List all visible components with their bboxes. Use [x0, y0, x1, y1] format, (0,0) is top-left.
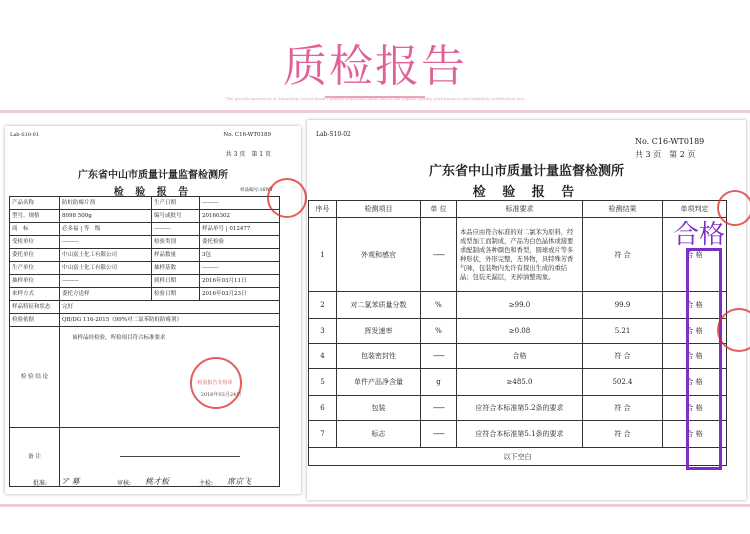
info-label: 生产单位	[10, 262, 60, 275]
info-label: 到样日期	[152, 275, 200, 288]
cell-req: 合格	[457, 344, 583, 369]
info-row	[10, 249, 280, 262]
page-count: 共 3 页 第 1 页	[225, 151, 271, 158]
cell-verdict: 合 格	[663, 292, 727, 319]
right-report-page	[307, 120, 746, 500]
column-header: 检测项目	[337, 201, 421, 218]
result-row	[309, 319, 727, 344]
stamp-date: 2016年03月24日	[200, 392, 242, 398]
info-label: 检验日期	[152, 288, 200, 301]
info-row	[10, 210, 280, 223]
info-label: 编号或批号	[152, 210, 200, 223]
info-label: 委托单位	[10, 249, 60, 262]
cell-no: 6	[309, 396, 337, 421]
column-header: 单项判定	[663, 201, 727, 218]
form-code: Lab-S10-01	[10, 132, 40, 138]
info-value: 样品单号 | 012477	[200, 223, 280, 236]
basis-value: QB/DG 116-2015《99%对二氯苯防蛀防霉剂》	[60, 314, 280, 327]
cell-verdict: 合 格	[663, 421, 727, 448]
info-label: 抽样基数	[152, 262, 200, 275]
cell-result: 99.9	[583, 292, 663, 319]
remark-line	[120, 456, 240, 457]
cell-verdict: 合 格	[663, 319, 727, 344]
institute-name: 广东省中山市质量计量监督检测所	[78, 170, 228, 181]
cell-item: 包装密封性	[337, 344, 421, 369]
cell-unit: --------	[421, 396, 457, 421]
info-label: 商 标	[10, 223, 60, 236]
result-row	[309, 421, 727, 448]
result-row	[309, 292, 727, 319]
cell-req: 应符合本标准第5.1条的要求	[457, 421, 583, 448]
info-value: ---------	[200, 262, 280, 275]
cell-result: 符 合	[583, 218, 663, 292]
info-label: 受检单位	[10, 236, 60, 249]
conclusion-cell	[60, 327, 280, 428]
cell-no: 2	[309, 292, 337, 319]
form-code: Lab-S10-02	[316, 131, 351, 138]
cell-unit: %	[421, 292, 457, 319]
info-value: 3包	[200, 249, 280, 262]
info-row	[10, 288, 280, 301]
info-row	[10, 223, 280, 236]
cell-req: ≥0.08	[457, 319, 583, 344]
info-label: 来样方式	[10, 288, 60, 301]
cell-verdict: 合 格	[663, 218, 727, 292]
cell-result: 5.21	[583, 319, 663, 344]
cell-req: ≥485.0	[457, 369, 583, 396]
cell-verdict: 合 格	[663, 369, 727, 396]
info-value: ---------	[200, 197, 280, 210]
result-row	[309, 396, 727, 421]
cell-item: 挥发速率	[337, 319, 421, 344]
cell-item: 包装	[337, 396, 421, 421]
sign-approve-signature: ア 募	[61, 477, 80, 486]
cell-verdict: 合 格	[663, 396, 727, 421]
page-count: 共 3 页 第 2 页	[635, 150, 696, 159]
info-value: ---------	[60, 236, 152, 249]
sign-main-signature: 席京飞	[227, 477, 251, 486]
cell-no: 7	[309, 421, 337, 448]
info-value: 2016年03月11日	[200, 275, 280, 288]
cell-item: 对二氯苯质量分数	[337, 292, 421, 319]
conclusion-label: 检 验 结 论	[10, 327, 60, 428]
remark-label: 备 注	[10, 428, 60, 487]
cell-result: 符 合	[583, 396, 663, 421]
cell-item: 外观和感官	[337, 218, 421, 292]
left-report-page	[5, 126, 301, 494]
column-header: 标准要求	[457, 201, 583, 218]
column-header: 检测结果	[583, 201, 663, 218]
institute-name: 广东省中山市质量计量监督检测所	[428, 164, 624, 179]
cell-unit: --------	[421, 344, 457, 369]
cell-result: 符 合	[583, 421, 663, 448]
info-label: 检验类别	[152, 236, 200, 249]
result-row	[309, 369, 727, 396]
frame-top-border	[0, 110, 750, 113]
seal-partial	[267, 178, 307, 218]
verdict-highlight-box	[686, 248, 722, 470]
info-value: 委托方送样	[60, 288, 152, 301]
info-label: 型号、规格	[10, 210, 60, 223]
sign-review-signature: 桃才板	[145, 477, 169, 486]
info-label: 产品名称	[10, 197, 60, 210]
info-value: 2016年03月23日	[200, 288, 280, 301]
status-value: 完好	[60, 301, 280, 314]
page-subtitle: The growth movement of Shandong Cereal Kesili's quality inspection fields and as the highest quality, performance and reliability certification test	[225, 96, 525, 101]
info-table	[9, 196, 280, 487]
cell-no: 5	[309, 369, 337, 396]
report-title: 检 验 报 告	[472, 185, 581, 200]
status-label: 样品特征和状态	[10, 301, 60, 314]
info-value: 8098 500g	[60, 210, 152, 223]
cell-req: 应符合本标准第5.2条的要求	[457, 396, 583, 421]
sign-approve: 批准:	[33, 480, 48, 487]
frame-bottom-border	[0, 504, 750, 507]
stamp-text: 检验报告专用章	[197, 380, 233, 386]
info-row	[10, 197, 280, 210]
cell-item: 单件产品净含量	[337, 369, 421, 396]
report-number: No. C16-WT0189	[635, 137, 705, 146]
info-row	[10, 275, 280, 288]
info-label: 样品数量	[152, 249, 200, 262]
cell-result: 符 合	[583, 344, 663, 369]
info-value: 委托检验	[200, 236, 280, 249]
qualified-highlight: 合格	[673, 220, 726, 250]
sample-number: 样品编号:16WT	[240, 188, 273, 193]
info-value: 必多福 | 等 级	[60, 223, 152, 236]
page-title: 质检报告	[283, 41, 467, 92]
column-header: 单 位	[421, 201, 457, 218]
cell-req: ≥99.0	[457, 292, 583, 319]
sign-review: 审核:	[117, 480, 132, 487]
basis-label: 检验依据	[10, 314, 60, 327]
cell-unit: --------	[421, 218, 457, 292]
info-value: 防蛀防霉片剂	[60, 197, 152, 210]
report-title: 检 验 报 告	[113, 187, 193, 198]
cell-no: 1	[309, 218, 337, 292]
result-row	[309, 218, 727, 292]
info-value: 中山富士化工有限公司	[60, 262, 152, 275]
conclusion-text: 该样品经检验，所检项目符合标准要求	[72, 335, 166, 341]
cell-no: 4	[309, 344, 337, 369]
info-row	[10, 262, 280, 275]
cell-no: 3	[309, 319, 337, 344]
result-row	[309, 344, 727, 369]
info-label: ---------	[152, 223, 200, 236]
report-number: No. C16-WT0189	[223, 132, 271, 138]
info-value: 中山富士化工有限公司	[60, 249, 152, 262]
cell-unit: %	[421, 319, 457, 344]
cell-unit: g	[421, 369, 457, 396]
column-header: 序号	[309, 201, 337, 218]
cell-item: 标志	[337, 421, 421, 448]
cell-req: 本品应由符合标准的对二氯苯为原料，经成型加工而制成，产品为白色晶体或接要求配制成各种颜色和香型，圆球或片等多种形状，外形完整，无异物，具特殊芳香气味，包装物内允许有探出生成的重结晶；包装无漏层，无掉油整现象。	[457, 218, 583, 292]
results-table	[308, 200, 727, 466]
info-row	[10, 236, 280, 249]
cell-unit: --------	[421, 421, 457, 448]
info-value: ---------	[60, 275, 152, 288]
sign-main: 主检:	[199, 480, 214, 487]
table-footer: 以下空白	[309, 448, 727, 466]
seal-partial-top	[717, 190, 750, 226]
info-value: 20160302	[200, 210, 280, 223]
info-label: 抽样单位	[10, 275, 60, 288]
info-label: 生产日期	[152, 197, 200, 210]
cell-result: 502.4	[583, 369, 663, 396]
cell-verdict: 合 格	[663, 344, 727, 369]
